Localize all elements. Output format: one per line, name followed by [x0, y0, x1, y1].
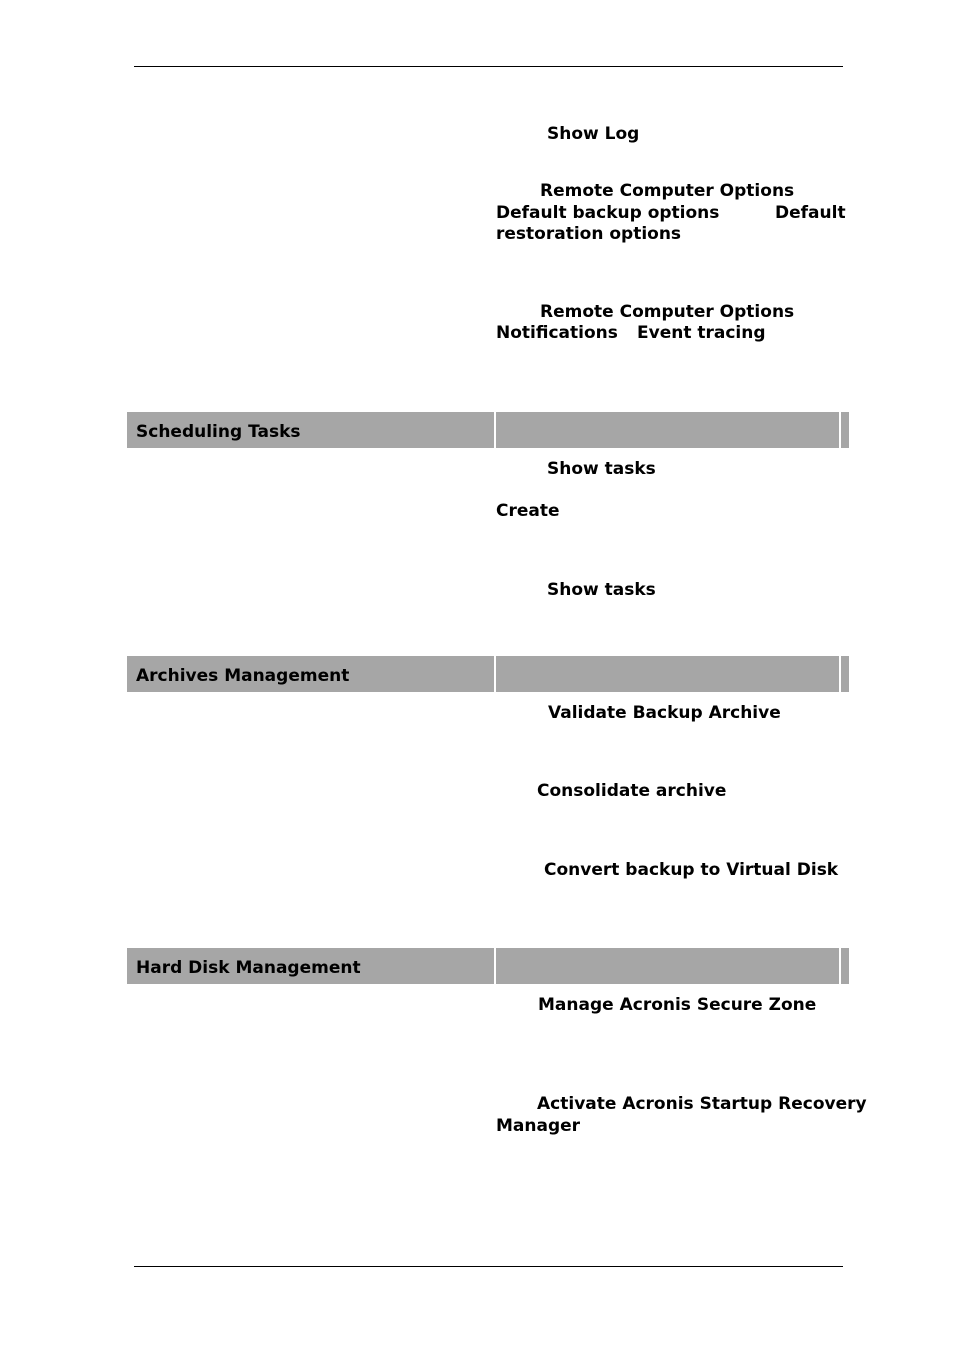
- section-divider: [494, 656, 496, 692]
- manage-secure-zone-text: Manage Acronis Secure Zone: [538, 995, 817, 1015]
- section-divider: [839, 656, 841, 692]
- default-word-text: Default: [775, 203, 846, 223]
- convert-backup-text: Convert backup to Virtual Disk: [544, 860, 839, 880]
- section-divider: [494, 948, 496, 984]
- section-divider: [494, 412, 496, 448]
- manager-text: Manager: [496, 1116, 581, 1136]
- activate-startup-recovery-text: Activate Acronis Startup Recovery: [537, 1094, 867, 1114]
- section-header-hard-disk: [127, 948, 849, 984]
- section-divider: [839, 412, 841, 448]
- notifications-text: Notifications: [496, 323, 618, 343]
- header-rule: [134, 66, 843, 67]
- restoration-options-text: restoration options: [496, 224, 682, 244]
- section-title: Archives Management: [136, 666, 350, 686]
- section-header-archives: [127, 656, 849, 692]
- section-header-scheduling: [127, 412, 849, 448]
- section-title: Hard Disk Management: [136, 958, 361, 978]
- create-text: Create: [496, 501, 560, 521]
- validate-archive-text: Validate Backup Archive: [548, 703, 781, 723]
- footer-rule: [134, 1266, 843, 1267]
- remote-options-heading-2: Remote Computer Options: [540, 302, 795, 322]
- event-tracing-text: Event tracing: [637, 323, 766, 343]
- section-divider: [839, 948, 841, 984]
- default-backup-options-text: Default backup options: [496, 203, 720, 223]
- consolidate-archive-text: Consolidate archive: [537, 781, 727, 801]
- section-title: Scheduling Tasks: [136, 422, 301, 442]
- show-tasks-text-2: Show tasks: [547, 580, 656, 600]
- remote-options-heading-1: Remote Computer Options: [540, 181, 795, 201]
- show-tasks-text-1: Show tasks: [547, 459, 656, 479]
- show-log-text: Show Log: [547, 124, 640, 144]
